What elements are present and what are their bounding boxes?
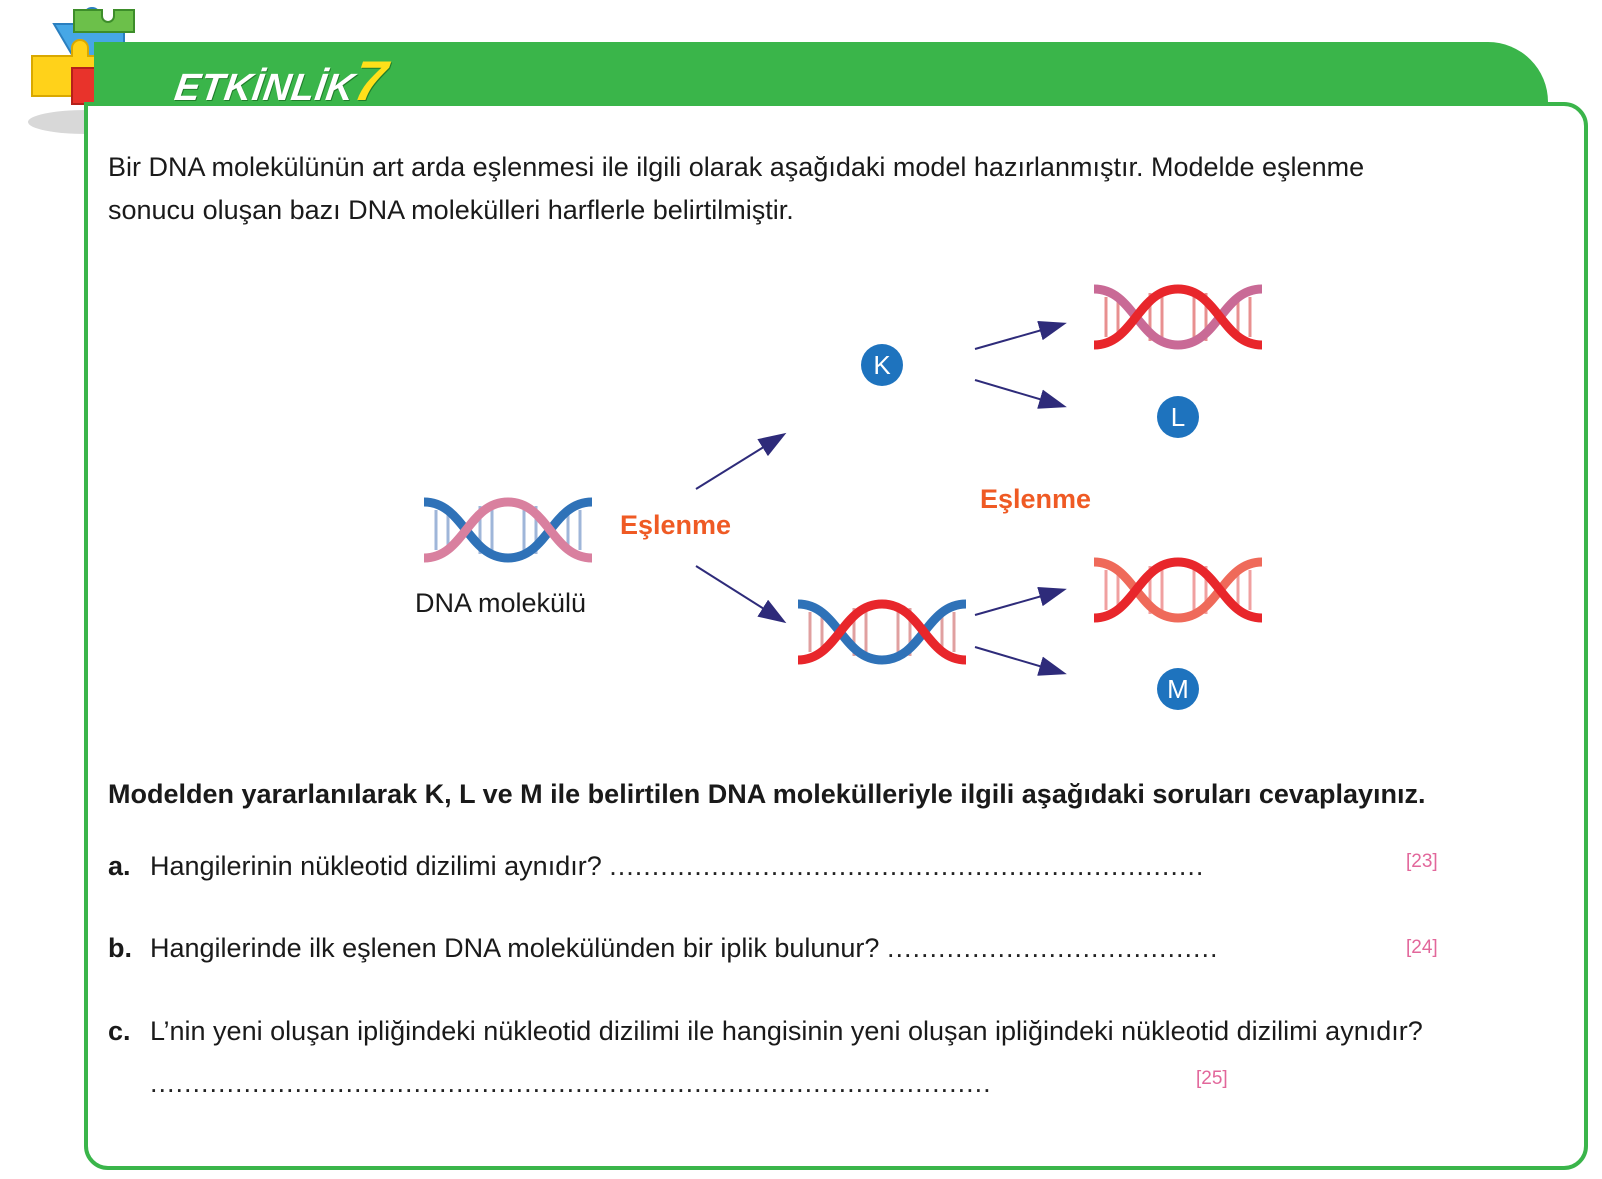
question-a-text: Hangilerinin nükleotid dizilimi aynıdır?: [150, 851, 602, 881]
arrow-to-k: [696, 435, 783, 489]
replication-label-1: Eşlenme: [620, 510, 732, 540]
arrow-gen1-to-m: [975, 647, 1063, 673]
question-b-letter: b.: [108, 933, 132, 963]
question-c-ref: [25]: [1196, 1068, 1228, 1089]
activity-title-text: ETKİNLİK: [171, 67, 358, 109]
question-a-ref: [23]: [1406, 851, 1438, 872]
replication-label-2: Eşlenme: [980, 484, 1092, 514]
label-m-badge: M: [1157, 668, 1199, 710]
arrow-k-to-top: [975, 324, 1063, 349]
dna-molecule-label: DNA molekülü: [415, 588, 587, 618]
intro-line-1: Bir DNA molekülünün art arda eşlenmesi ile ilgili olarak aşağıdaki model hazırlanmıştır. Modelde eşlenme: [108, 152, 1365, 182]
activity-number: 7: [350, 49, 392, 112]
arrow-k-to-l: [975, 380, 1063, 406]
answer-b-blank[interactable]: .......................................: [886, 933, 1219, 963]
question-c-letter: c.: [108, 1016, 131, 1046]
label-l-badge: L: [1157, 396, 1199, 438]
question-a-letter: a.: [108, 851, 131, 881]
dna-original: [424, 502, 592, 558]
arrow-gen1-to-top: [975, 590, 1063, 615]
question-c-text: L’nin yeni oluşan ipliğindeki nükleotid dizilimi ile hangisinin yeni oluşan ipliğindeki nükleotid dizilimi aynıdır?: [150, 1016, 1423, 1046]
question-b: [108, 933, 1219, 964]
answer-a-blank[interactable]: ......................................................................: [609, 851, 1205, 881]
dna-bottom-right: [1094, 562, 1262, 618]
label-k-badge: K: [861, 344, 903, 386]
question-a: [108, 851, 1204, 882]
answer-c-blank[interactable]: ...................................................................................................: [150, 1068, 992, 1098]
intro-line-2: sonucu oluşan bazı DNA molekülleri harflerle belirtilmiştir.: [108, 195, 794, 225]
question-b-ref: [24]: [1406, 937, 1438, 958]
instruction-text: Modelden yararlanılarak K, L ve M ile belirtilen DNA molekülleriyle ilgili aşağıdaki soruları cevaplayınız.: [108, 779, 1426, 809]
dna-top-right: [1094, 289, 1262, 345]
dna-generation-1: [798, 604, 966, 660]
question-c: [108, 1016, 1423, 1047]
question-b-text: Hangilerinde ilk eşlenen DNA molekülünden bir iplik bulunur?: [150, 933, 880, 963]
arrow-to-gen1: [696, 566, 783, 621]
